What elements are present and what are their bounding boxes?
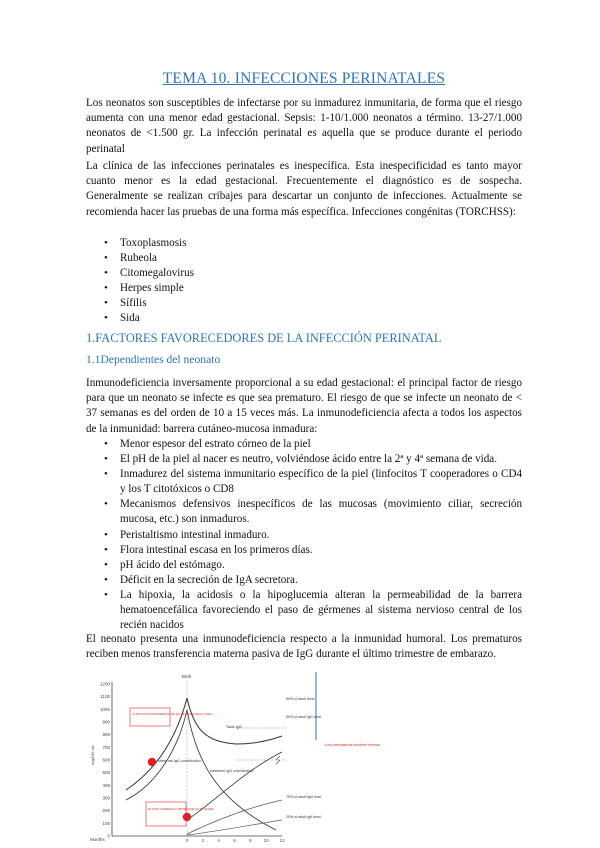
adult-90-label: 90% of adult level [286, 697, 315, 701]
list-item: • El pH de la piel al nacer es neutro, volviéndose ácido entre la 2ª y 4ª semana de vida. [86, 452, 522, 467]
y-tick-label: 900 [102, 719, 110, 725]
list-item: • Herpes simple [86, 281, 522, 296]
adult-20-label: 20% of adult IgA level [286, 815, 321, 819]
list-item: • Peristaltismo intestinal inmaduro. [86, 528, 522, 543]
list-item: • Sífilis [86, 296, 522, 311]
list-item: • La hipoxia, la acidosis o la hipoglucemia alteran la permeabilidad de la barrera hematoencefálica favoreciendo el paso de gérmenes al sistema nervioso central de los recién nacidos [86, 588, 522, 633]
total-igg-label: Total IgG [226, 724, 243, 729]
list-item: • Déficit en la secreción de IgA secretora. [86, 573, 522, 588]
y-tick-label: 1100 [100, 694, 110, 700]
list-item: • Menor espesor del estrato córneo de la piel [86, 437, 522, 452]
section-heading-1: 1.FACTORES FAVORECEDORES DE LA INFECCIÓN PERINATAL [86, 331, 442, 345]
x-tick-label: 4 [217, 838, 220, 843]
x-tick-label: 6 [233, 838, 236, 843]
adult-60-label: 60% of adult IgG level [286, 715, 322, 719]
annotation-box-1 [130, 708, 170, 726]
x-tick-label: 0 [185, 838, 189, 843]
list-item: • Toxoplasmosis [86, 236, 522, 251]
adult-75-label: 75% of adult IgM level [286, 795, 322, 799]
y-axis-label: mg/100 mL [90, 744, 95, 765]
page-title: TEMA 10. INFECCIONES PERINATALES [162, 70, 446, 87]
x-tick-label: 12 [279, 838, 285, 843]
annotation-box-2 [146, 802, 186, 826]
list-item: • Sida [86, 311, 522, 326]
y-tick-label: 200 [102, 808, 110, 814]
list-item: • pH ácido del estómago. [86, 558, 522, 573]
x-tick-label: 8 [249, 838, 252, 843]
red-marker-maternal [148, 758, 156, 766]
immunodeficiency-paragraph: Inmunodeficiencia inversamente proporcional a su edad gestacional: el principal factor de riesgo para que un neonato se infecte es que sea prematuro. El riesgo de que se infecte un neonato de < 37 semanas es del orden de 10 a 15 veces más. La inmunodeficiencia afecta a todos los aspectos de la inmunidad: barrera cutáneo-mucosa inmadura: [86, 377, 522, 435]
y-tick-label: 800 [102, 732, 110, 738]
y-tick-label: 0 [107, 833, 110, 839]
clinical-paragraph: La clínica de las infecciones perinatales es inespecífica. Esta inespecificidad es tanto mayor cuanto menor es la edad gestacional. Frecuentemente el diagnóstico es de sospecha. Generalmente se realizan cribajes para descartar un conjunto de infecciones. Actualmente se recomienda hacer las pruebas de una forma más específica. Infecciones congénitas (TORCHSS): [86, 160, 522, 218]
newborn-label: Newborn IgG contribution [210, 769, 254, 773]
factors-list [86, 437, 522, 633]
y-tick-label: 1000 [99, 706, 110, 712]
annotation-1: LA MAYOR TRANSFERENCIA DE IgG SE PRODUCE AL FINAL [132, 712, 213, 716]
section-heading-1-1: 1.1Dependientes del neonato [86, 353, 221, 366]
maternal-label: Maternal IgG contribution [158, 759, 201, 763]
y-tick-label: 1200 [99, 681, 110, 687]
y-tick-label: 300 [102, 795, 110, 801]
y-tick-label: 400 [102, 782, 110, 788]
intro-paragraph: Los neonatos son susceptibles de infectarse por su inmadurez inmunitaria, de forma que el riesgo aumenta con una menor edad gestacional. Sepsis: 1-10/1.000 neonatos a término. 13-27/1.000 neonatos de <1.500 gr. La infección perinatal es aquella que se produce durante el periodo perinatal [86, 97, 522, 155]
list-item: • Mecanismos defensivos inespecíficos de las mucosas (movimiento ciliar, secreción mucosa, etc.) son inmaduros. [86, 497, 522, 527]
list-item: • Flora intestinal escasa en los primeros días. [86, 543, 522, 558]
side-note: Los prematuros reciben menos [325, 742, 381, 747]
y-tick-label: 100 [102, 820, 110, 826]
y-tick-label: 600 [102, 757, 110, 763]
x-tick-label: 10 [263, 838, 269, 843]
red-marker-birth [183, 813, 191, 821]
x-axis-label: Months [90, 837, 105, 842]
annotation-2: EL NIÑO COMIENZA A SINTETIZAR IgG AL NACER [148, 807, 214, 811]
y-tick-label: 500 [102, 770, 110, 776]
torch-list [86, 236, 522, 327]
igg-levels-figure [86, 670, 326, 848]
y-tick-label: 700 [102, 744, 110, 750]
humoral-paragraph: El neonato presenta una inmunodeficiencia respecto a la inmunidad humoral. Los prematuros reciben menos transferencia materna pasiva de IgG durante el último trimestre de embarazo. [86, 633, 522, 661]
list-item: • Rubeola [86, 251, 522, 266]
birth-label: Birth [182, 674, 192, 679]
list-item: • Inmadurez del sistema inmunitario específico de la piel (linfocitos T cooperadores o CD4 y los T citotóxicos o CD8 [86, 467, 522, 497]
side-annotation [306, 670, 416, 780]
list-item: • Citomegalovirus [86, 266, 522, 281]
x-tick-label: 2 [201, 838, 205, 843]
